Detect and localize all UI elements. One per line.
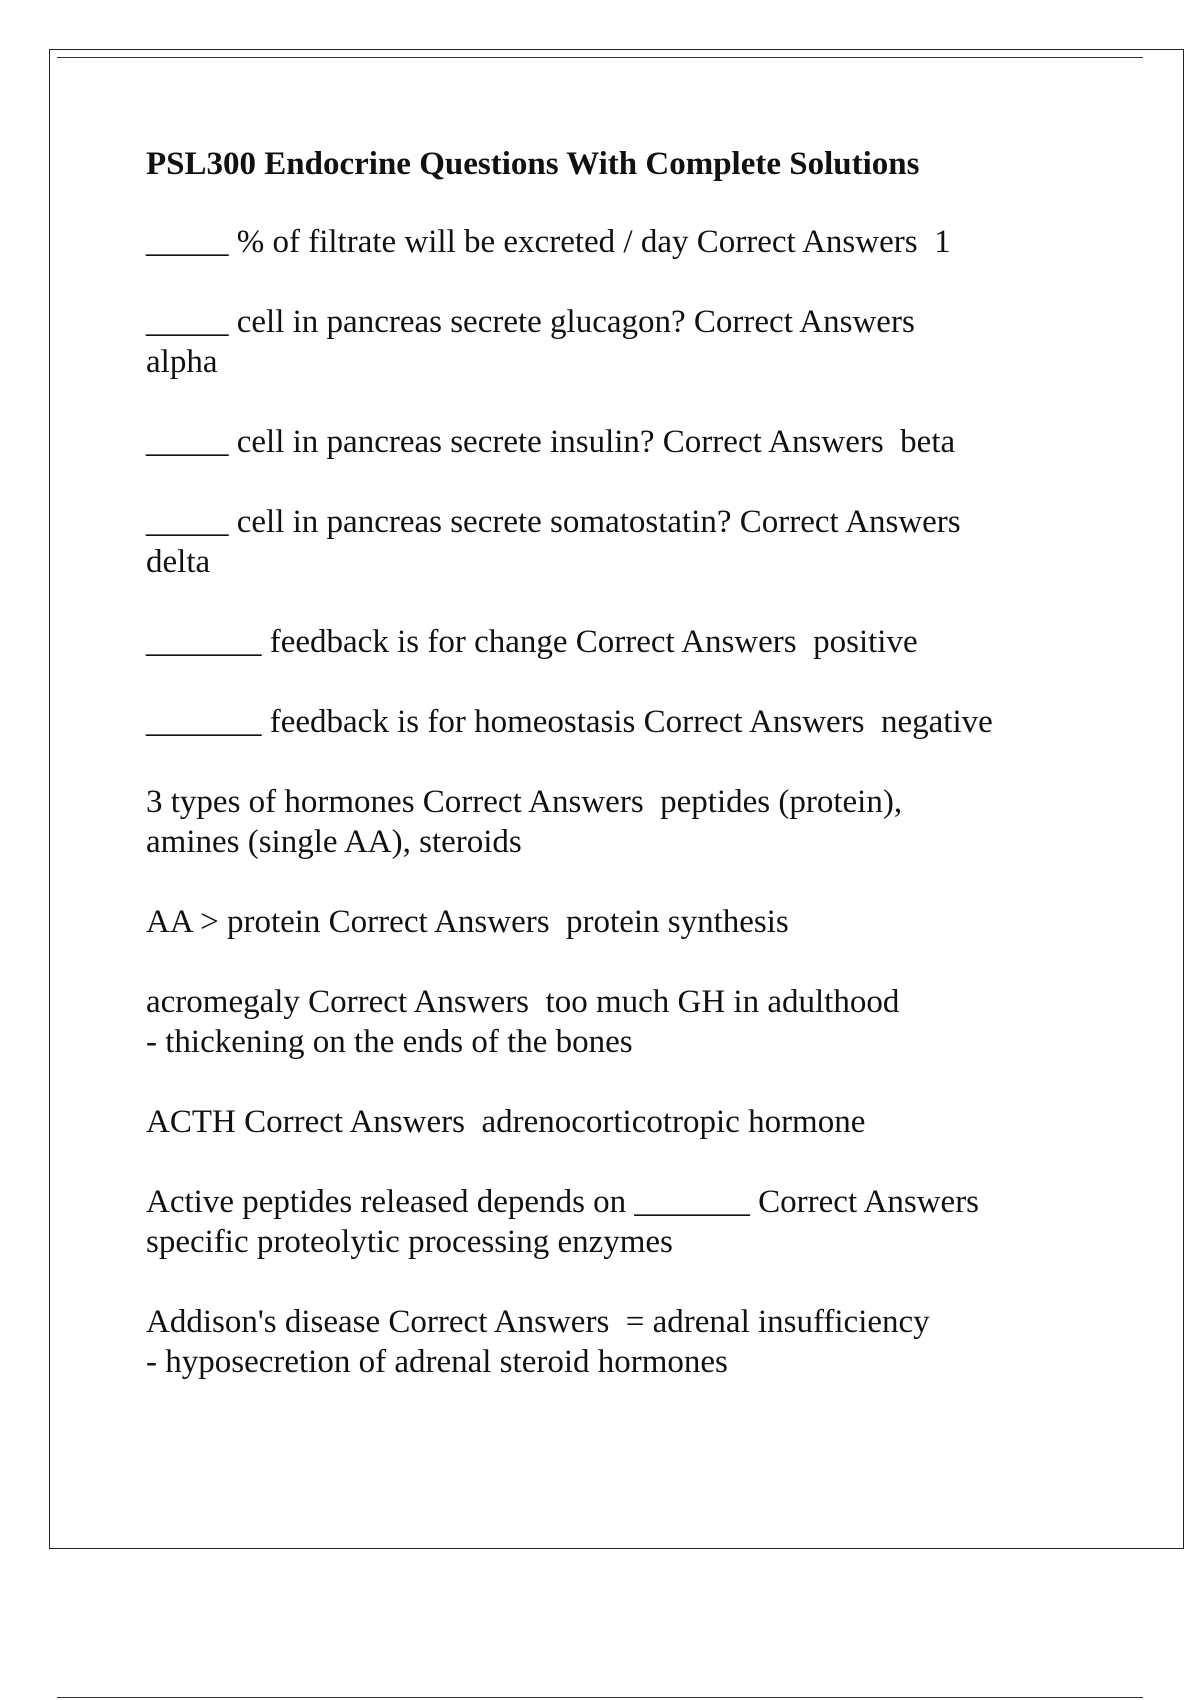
qa-item: AA > protein Correct Answers protein synthesis: [146, 904, 789, 940]
qa-item: ACTH Correct Answers adrenocorticotropic hormone: [146, 1104, 866, 1140]
qa-item: _______ feedback is for homeostasis Correct Answers negative: [146, 704, 993, 740]
top-rule: [57, 57, 1143, 58]
qa-item: Active peptides released depends on _______ Correct Answers specific proteolytic processing enzymes: [146, 1184, 980, 1260]
qa-list: [146, 222, 1106, 1382]
document-title: PSL300 Endocrine Questions With Complete Solutions: [146, 146, 920, 182]
qa-item: _____ cell in pancreas secrete glucagon? Correct Answers alpha: [146, 304, 915, 380]
qa-item: _____ cell in pancreas secrete somatostatin? Correct Answers delta: [146, 504, 961, 580]
qa-item: 3 types of hormones Correct Answers peptides (protein), amines (single AA), steroids: [146, 784, 903, 860]
document-body: [146, 144, 1106, 1422]
qa-item: _______ feedback is for change Correct Answers positive: [146, 624, 918, 660]
bottom-rule: [57, 1697, 1143, 1698]
qa-item: acromegaly Correct Answers too much GH in adulthood - thickening on the ends of the bones: [146, 984, 900, 1060]
qa-item: _____ % of filtrate will be excreted / day Correct Answers 1: [146, 224, 951, 260]
qa-item: Addison's disease Correct Answers = adrenal insufficiency - hyposecretion of adrenal steroid hormones: [146, 1304, 930, 1380]
qa-item: _____ cell in pancreas secrete insulin? Correct Answers beta: [146, 424, 956, 460]
